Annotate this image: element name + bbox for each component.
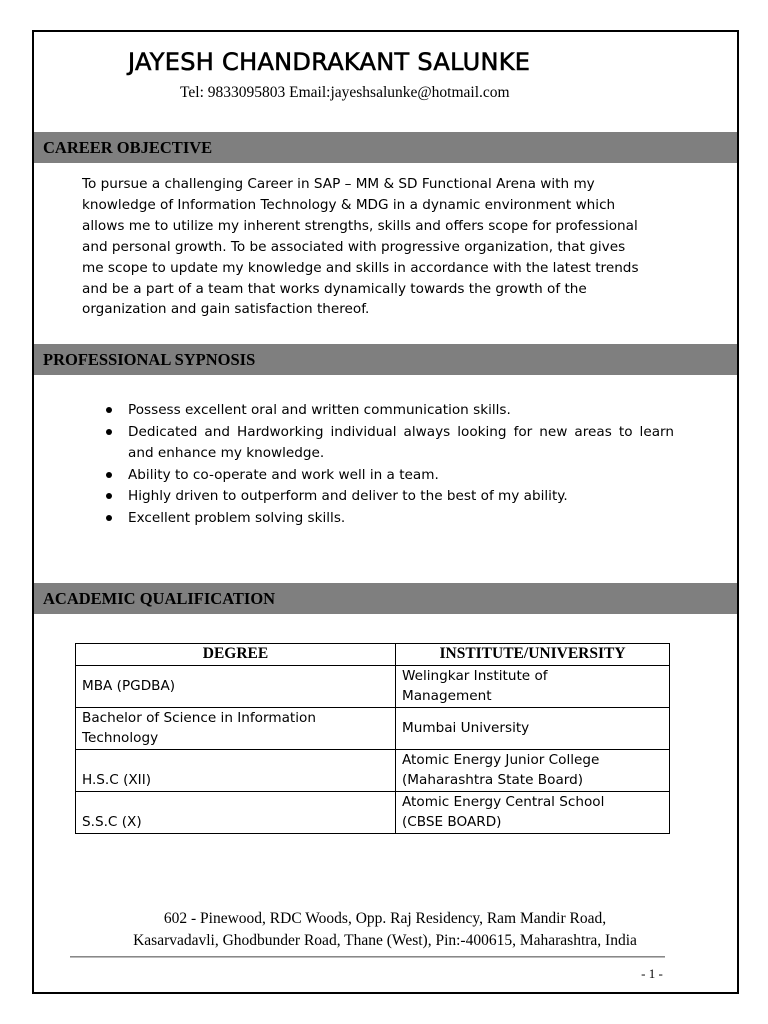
institute-text: Mumbai University [402, 719, 530, 736]
candidate-name: JAYESH CHANDRAKANT SALUNKE [128, 48, 531, 76]
degree-cell [76, 707, 396, 749]
degree-text: Technology [82, 730, 159, 746]
institute-text: (CBSE BOARD) [402, 814, 502, 830]
skill-text: Ability to co-operate and work well in a team. [128, 466, 439, 483]
institute-text: Atomic Energy Central School [402, 793, 605, 810]
bullet-icon [106, 493, 112, 499]
institute-text: Welingkar Institute of [402, 667, 548, 684]
institute-cell [396, 665, 670, 707]
bullet-icon [106, 407, 112, 413]
institute-cell [396, 749, 670, 791]
section-header-career-objective: CAREER OBJECTIVE [34, 132, 737, 163]
qualification-table [75, 643, 670, 834]
objective-line: To pursue a challenging Career in SAP – MM & SD Functional Arena with my [82, 176, 595, 192]
objective-line: organization and gain satisfaction thereof. [82, 301, 370, 318]
table-header-row [76, 644, 670, 666]
career-objective-text [82, 174, 687, 320]
address-line: 602 - Pinewood, RDC Woods, Opp. Raj Residency, Ram Mandir Road, [163, 910, 607, 927]
address-block [60, 908, 710, 952]
skills-list [106, 400, 674, 529]
list-item [106, 400, 674, 422]
institute-cell [396, 707, 670, 749]
institute-text: Atomic Energy Junior College [402, 751, 600, 768]
list-item [106, 508, 674, 530]
skill-text: Excellent problem solving skills. [128, 509, 346, 526]
list-item [106, 422, 674, 465]
institute-cell [396, 791, 670, 833]
bullet-icon [106, 515, 112, 521]
skill-text: Possess excellent oral and written communication skills. [128, 402, 511, 418]
column-header-degree: DEGREE [76, 644, 396, 666]
skill-text: Dedicated and Hardworking individual always looking for new areas to learn and enhance my knowledge. [128, 423, 674, 461]
section-header-professional-synopsis: PROFESSIONAL SYPNOSIS [34, 344, 737, 375]
table-row [76, 665, 670, 707]
page-number: - 1 - [641, 966, 663, 981]
footer-divider [70, 956, 665, 958]
contact-info: Tel: 9833095803 Email:jayeshsalunke@hotmail.com [180, 84, 510, 101]
degree-cell [76, 749, 396, 791]
list-item [106, 465, 674, 487]
objective-line: me scope to update my knowledge and skills in accordance with the latest trends [82, 259, 639, 276]
degree-cell [76, 791, 396, 833]
degree-text: Bachelor of Science in Information [82, 709, 316, 726]
table-row [76, 749, 670, 791]
address-line: Kasarvadavli, Ghodbunder Road, Thane (West), Pin:-400615, Maharashtra, India [133, 932, 637, 949]
objective-line: and be a part of a team that works dynamically towards the growth of the [82, 280, 587, 297]
list-item [106, 486, 674, 508]
column-header-institute: INSTITUTE/UNIVERSITY [396, 644, 670, 666]
degree-text: S.S.C (X) [82, 814, 142, 830]
degree-text: H.S.C (XII) [82, 772, 152, 788]
degree-text: MBA (PGDBA) [82, 677, 176, 694]
section-header-academic-qualification: ACADEMIC QUALIFICATION [34, 583, 737, 614]
table-row [76, 707, 670, 749]
objective-line: allows me to utilize my inherent strengths, skills and offers scope for professional [82, 217, 638, 234]
skill-text: Highly driven to outperform and deliver to the best of my ability. [128, 488, 568, 504]
objective-line: knowledge of Information Technology & MDG in a dynamic environment which [82, 196, 616, 213]
degree-cell [76, 665, 396, 707]
institute-text: (Maharashtra State Board) [402, 772, 584, 788]
institute-text: Management [402, 688, 492, 704]
bullet-icon [106, 472, 112, 478]
bullet-icon [106, 429, 112, 435]
table-row [76, 791, 670, 833]
objective-line: and personal growth. To be associated with progressive organization, that gives [82, 238, 626, 255]
